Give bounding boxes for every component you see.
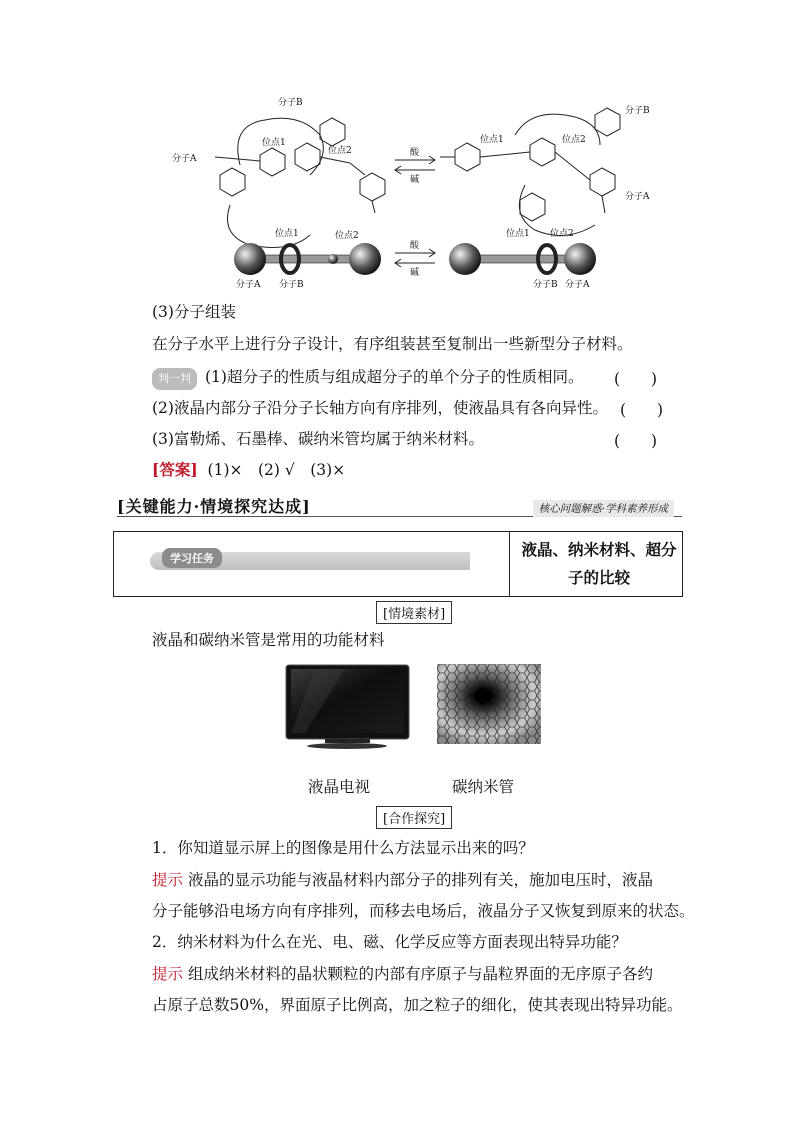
label-mol-b-left: 分子B xyxy=(278,98,303,108)
section-header xyxy=(117,496,682,517)
label-ball-site2-left: 位点2 xyxy=(335,231,359,241)
judge-item-1-text: (1)超分子的性质与组成超分子的单个分子的性质相同。 xyxy=(205,368,584,386)
caption-nanotube: 碳纳米管 xyxy=(452,778,515,796)
label-ball-site1-left: 位点1 xyxy=(275,229,299,239)
answer-2-line2: 占原子总数50%，界面原子比例高，加之粒子的细化，使其表现出特异功能。 xyxy=(152,996,683,1014)
label-mol-a-left: 分子A xyxy=(172,154,197,164)
label-site2-right: 位点2 xyxy=(562,135,586,145)
answer-2-text-1: 组成纳米材料的晶状颗粒的内部有序原子与晶粒界面的无序原子各约 xyxy=(187,965,653,983)
judge-paren-3: ( ) xyxy=(614,432,658,450)
task-title-line2: 子的比较 xyxy=(567,568,630,587)
label-base: 碱 xyxy=(410,175,420,185)
answer-1-line1 xyxy=(152,870,653,890)
material-intro: 液晶和碳纳米管是常用的功能材料 xyxy=(152,631,385,649)
label-site1-left: 位点1 xyxy=(262,138,286,148)
answer-1-text-1: 液晶的显示功能与液晶材料内部分子的排列有关，施加电压时，液晶 xyxy=(187,871,653,889)
task-left-cell xyxy=(114,532,510,596)
label-ball-b-right: 分子B xyxy=(533,280,558,290)
judge-paren-2: ( ) xyxy=(620,401,664,419)
caption-lcd-tv: 液晶电视 xyxy=(308,778,371,796)
label-ball-site1-right: 位点1 xyxy=(506,229,530,239)
ball-molecule-a-right xyxy=(449,243,481,275)
answer-text: (1)× (2) √ (3)× xyxy=(207,461,346,479)
label-base-2: 碱 xyxy=(410,268,420,278)
section3-heading: (3)分子组装 xyxy=(152,303,236,321)
task-label: 学习任务 xyxy=(162,548,222,568)
section-header-title: [关键能力·情境探究达成] xyxy=(117,497,311,516)
carbon-nanotube-image xyxy=(437,664,541,744)
judge-item-1 xyxy=(152,367,583,390)
hint-label-2: 提示 xyxy=(152,965,184,983)
label-acid: 酸 xyxy=(410,148,420,158)
answer-1-line2: 分子能够沿电场方向有序排列，而移去电场后，液晶分子又恢复到原来的状态。 xyxy=(152,902,695,920)
hint-label-1: 提示 xyxy=(152,871,184,889)
task-title xyxy=(519,536,679,592)
ball-molecule-a-left xyxy=(234,243,266,275)
label-site2-left: 位点2 xyxy=(328,146,352,156)
answer-label: [答案] xyxy=(152,460,198,479)
section3-body: 在分子水平上进行分子设计，有序组装甚至复制出一些新型分子材料。 xyxy=(152,335,633,353)
label-ball-site2-right: 位点2 xyxy=(550,229,574,239)
ball-molecule-a-left-end xyxy=(349,243,381,275)
label-acid-2: 酸 xyxy=(410,241,420,251)
answer-2-line1 xyxy=(152,964,653,984)
label-ball-b-left: 分子B xyxy=(279,280,304,290)
label-ball-a-left: 分子A xyxy=(236,280,261,290)
label-mol-b-right: 分子B xyxy=(625,106,650,116)
label-ball-a-right: 分子A xyxy=(565,280,590,290)
question-2: 2．纳米材料为什么在光、电、磁、化学反应等方面表现出特异功能？ xyxy=(152,933,627,951)
answer-line xyxy=(152,460,345,480)
lcd-tv-image xyxy=(285,664,410,750)
label-site1-right: 位点1 xyxy=(480,135,504,145)
judge-paren-1: ( ) xyxy=(614,370,658,388)
task-title-line1: 液晶、纳米材料、超分 xyxy=(521,540,677,559)
question-1: 1．你知道显示屏上的图像是用什么方法显示出来的吗？ xyxy=(152,839,534,857)
material-tag: [情境素材] xyxy=(376,601,452,624)
judge-item-2: (2)液晶内部分子沿分子长轴方向有序排列，使液晶具有各向异性。 xyxy=(152,399,608,417)
explore-tag: [合作探究] xyxy=(376,806,452,829)
judge-badge: 判一判 xyxy=(152,368,197,390)
ball-molecule-a-right-end xyxy=(564,243,596,275)
learning-task-box xyxy=(113,531,683,597)
rotaxane-diagram xyxy=(170,95,670,295)
judge-item-3: (3)富勒烯、石墨棒、碳纳米管均属于纳米材料。 xyxy=(152,430,484,448)
section-header-subtitle: 核心问题解惑·学科素养形成 xyxy=(533,500,674,517)
label-mol-a-right: 分子A xyxy=(625,192,650,202)
